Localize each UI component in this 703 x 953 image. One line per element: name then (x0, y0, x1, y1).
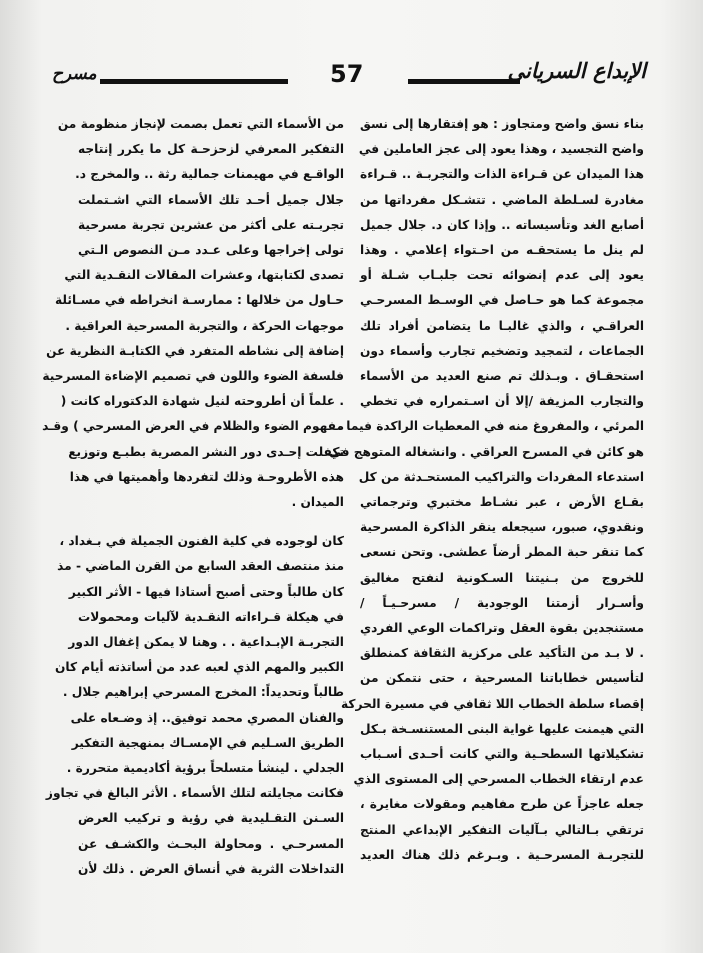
text-line: كما تنقر حبة المطر أرضاً عطشى. وتحن نسعى (360, 545, 644, 560)
text-line: هو كائن في المسرح العراقي . وانشغاله المتوهج في (329, 444, 644, 459)
text-line: هذا الميدان عن قـراءة الذات والتجربـة .. قـراءة (360, 167, 644, 182)
text-line: جلال جميل أحـد تلك الأسماء التي اشـتملت (78, 192, 344, 207)
text-line: منذ منتصف العقد السابع من القرن الماضي - مذ (57, 559, 344, 574)
text-line: التجربـة الإبـداعية . . وهنا لا يمكن إغفال الدور (68, 635, 344, 650)
section-title: مسرح (52, 64, 97, 84)
text-line: إقصاء سلطة الخطاب اللا ثقافي في مسيرة الحركة (341, 696, 644, 711)
magazine-logo: الإبداع السرياني (507, 58, 646, 83)
text-line: مغادرة لسـلطة الماضي . تتشـكل مفرداتها من (360, 192, 644, 207)
text-line: من الأسماء التي تعمل بصمت لإنجاز منظومة من (57, 117, 344, 131)
text-line: عدم ارتقاء الخطاب المسرحي إلى المستوى الذي (353, 772, 644, 787)
text-line: واضح التجسيد ، وهذا يعود إلى عجز العاملين في (358, 142, 644, 157)
text-line: التفكير المعرفي لزحزحـة كل ما يكرر إنتاجه (78, 142, 344, 157)
text-line: موجهات الحركة ، والتجربة المسرحية العراقية . (65, 318, 344, 333)
text-line: وأسـرار أزمتنا الوجودية / مسرحـيـاً / (360, 595, 644, 610)
left-text-column (42, 112, 344, 882)
text-line: والفنان المصري محمد توفيق.. إذ وضـعاه على (70, 710, 344, 725)
text-line: السـنن التقـليدية في رؤية و تركيب العرض (78, 811, 344, 826)
text-line: جعله عاجزاً عن طرح مفاهيم ومقولات مغايرة ، (360, 797, 644, 812)
text-line: تولى إخراجها وعلى عـدد مـن النصوص الـتي (78, 243, 344, 258)
text-line: الكبير والمهم الذي لعبه عدد من أساتذته أيام كان (55, 660, 344, 675)
text-line: كان طالباً وحتى أصبح أستاذا فيها - الأثر الكبير (68, 584, 344, 599)
text-line: المسرحـي . ومحاولة البحـث والكشـف عن (78, 836, 344, 851)
paragraph-gap (78, 515, 344, 529)
text-line: الجماعات ، لتمجيد وتضخيم تجارب وأسماء دون (360, 343, 644, 358)
text-line: تشكيلاتها السطحـية والتي كانت أحـدى أسـباب (360, 747, 644, 762)
text-line: في هيكلة قـراءاته النقـدية لآليات ومحمولات (78, 609, 344, 624)
text-line: ترتقي بـالتالي بـآليات التفكير الإبداعي المنتج (360, 822, 644, 837)
text-line: استدعاء المفردات والتراكيب المستحـدثة من كل (358, 469, 644, 484)
page-header (52, 58, 646, 100)
text-line: طالباً وتحديداً: المخرج المسرحي إبراهيم جلال . (62, 685, 344, 700)
header-rule-right (408, 79, 520, 84)
header-rule-left (100, 79, 288, 84)
text-line: لتأسيس خطاباتنا المسرحية ، حتى نتمكن من (360, 671, 644, 686)
text-line: أصابع الغد وتأسيساته .. وإذا كان د. جلال جميل (360, 217, 644, 232)
text-line: مستنجدين بقوة العقل وتراكمات الوعي الفردي (360, 621, 644, 636)
text-line: ونقدوي، صبور، سيجعله ينقر الذاكرة المسرحية (360, 520, 644, 535)
text-line: للخروج من بـنيتنا السـكونية لنفتح مغاليق (360, 570, 644, 585)
text-line: الطريق السـليم في الإمسـاك بمنهجية التفكير (71, 735, 344, 750)
text-line: استحقـاق . وبـذلك تم صنع العديد من الأسماء (360, 369, 644, 384)
text-line: الجدلي . لينشأ متسلحاً برؤية أكاديمية متحررة . (66, 761, 344, 776)
text-line: . لا بـد من التأكيد على مركزية الثقافة كمنطلق (360, 646, 644, 661)
text-line: الميدان . (291, 495, 344, 510)
text-line: للتجربـة المسرحـية . وبـرغم ذلك هناك العديد (360, 847, 644, 862)
text-line: الواقـع في مهيمنات جمالية رثة .. والمخرج د. (75, 167, 344, 182)
page-number: 57 (330, 60, 364, 88)
text-line: العراقـي ، والذي غالبـا ما يتضامن أفراد تلك (360, 318, 644, 333)
text-line: والتجارب المزيفة /إلا أن اسـتمراره في تخطي (360, 394, 644, 409)
text-line: تصدى لكتابتها، وعشرات المقالات النقـدية التي (64, 268, 344, 283)
text-line: المرئي ، والمفروغ منه في المعطيات الراكدة فيما . (337, 419, 644, 434)
text-line: تجربـته على أكثر من عشرين تجربة مسرحية (78, 217, 344, 232)
text-line: بقـاع الأرض ، عبر نشـاط مختبري وترجماتي (360, 495, 644, 510)
text-line: . علماً أن أطروحته لنيل شهادة الدكتوراه كانت ( (60, 394, 344, 409)
text-line: التي هيمنت عليها غواية البنى المستنسـخة بـكل (360, 721, 644, 736)
text-line: تكفلت إحـدى دور النشر المصرية بطبـع وتوزيع (68, 444, 344, 459)
text-line: بناء نسق واضح ومتجاوز : هو إفتقارها إلى نسق (360, 117, 644, 131)
text-line: كان لوجوده في كلية الفنون الجميلة في بـغداد ، (59, 534, 344, 549)
text-line: فكانت مجايلته لتلك الأسماء . الأثر البالغ في تجاوز (45, 786, 344, 801)
text-line: لم ينل ما يستحقـه من احـتواء إعلامي . وهذا (360, 243, 644, 258)
text-line: فلسفة الضوء واللون في تصميم الإضاءة المسرحية (42, 369, 344, 384)
text-line: هذه الأطروحـة وذلك لتفردها وأهميتها في هذا (69, 469, 344, 484)
right-text-column (329, 112, 644, 868)
text-line: مفهوم الضوء والظلام في العرض المسرحي ) وقـد (42, 419, 344, 434)
text-line: مجموعة كما هو حـاصل في الوسـط المسرحـي (360, 293, 644, 308)
text-line: حـاول من خلالها : ممارسـة انخراطه في مسـائلة (55, 293, 344, 308)
text-line: إضافة إلى نشاطه المتفرد في الكتابـة النظرية عن (46, 343, 344, 358)
text-line: التداخلات الثرية في أنساق العرض . ذلك لأن (78, 861, 344, 876)
text-line: يعود إلى عدم إنضوائه تحت جلبـاب شـلة أو (360, 268, 644, 283)
